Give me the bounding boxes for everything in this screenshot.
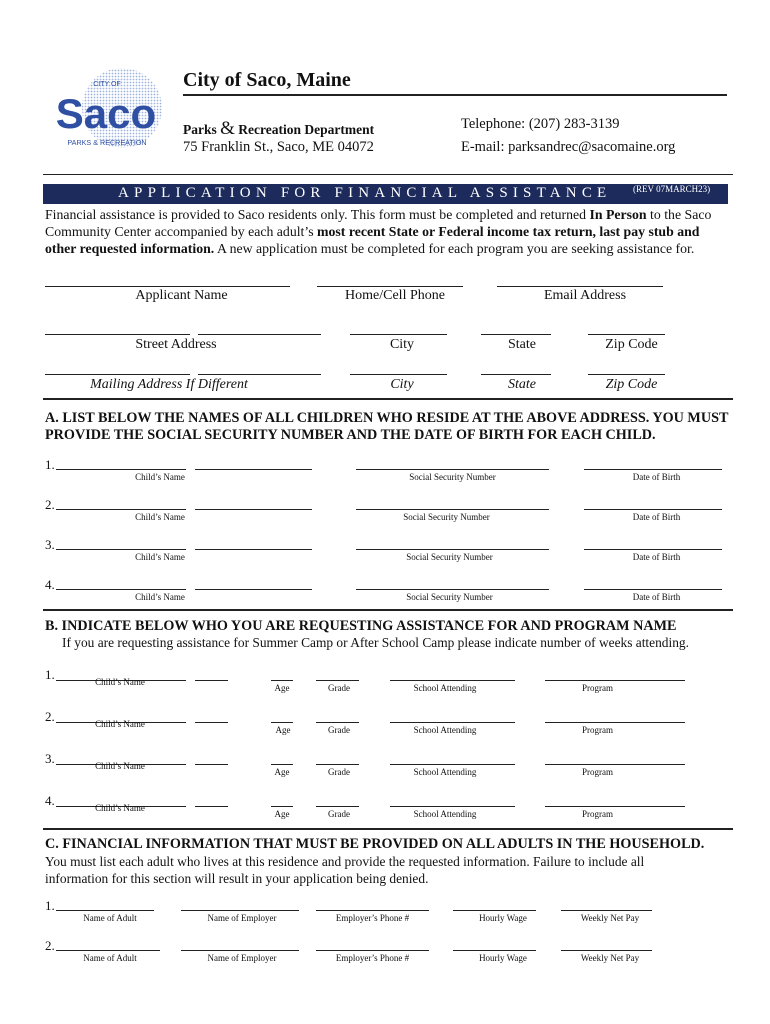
applicant-name-field[interactable] <box>45 286 290 287</box>
intro-bold2: most recent State or Federal income tax return, last pay stub and other requested information. <box>45 224 700 256</box>
section-a-divider <box>43 398 733 400</box>
state-field[interactable] <box>481 334 551 335</box>
age-label: Age <box>275 725 291 735</box>
row-number: 4. <box>45 577 55 592</box>
program-field[interactable] <box>545 722 685 723</box>
mailing-field-2[interactable] <box>198 374 321 375</box>
section-c-heading: C. FINANCIAL INFORMATION THAT MUST BE PROVIDED ON ALL ADULTS IN THE HOUSEHOLD. <box>45 836 705 852</box>
mailing-label: Mailing Address If Different <box>90 377 248 392</box>
zip-field[interactable] <box>588 334 665 335</box>
employer-phone-label: Employer’s Phone # <box>335 913 410 923</box>
ssn-field[interactable] <box>356 549 549 550</box>
street-field-2[interactable] <box>198 334 321 335</box>
program-label: Program <box>582 809 613 819</box>
ssn-label: Social Security Number <box>406 592 493 602</box>
child-name-field-2[interactable] <box>195 469 312 470</box>
dob-label: Date of Birth <box>632 472 681 482</box>
logo-top-text: CITY OF <box>93 81 121 88</box>
grade-field[interactable] <box>316 806 359 807</box>
wage-field[interactable] <box>453 950 536 951</box>
grade-label: Grade <box>328 683 350 693</box>
section-c-divider <box>43 828 733 830</box>
mailing-zip-label: Zip Code <box>605 377 658 392</box>
section-b-subtext: If you are requesting assistance for Summer Camp or After School Camp please indicate number of weeks attending. <box>62 635 689 650</box>
net-pay-field[interactable] <box>561 950 652 951</box>
email-field[interactable] <box>497 286 663 287</box>
employer-phone-field[interactable] <box>316 950 429 951</box>
age-field[interactable] <box>271 722 293 723</box>
net-pay-label: Weekly Net Pay <box>580 953 640 963</box>
applicant-name-label: Applicant Name <box>135 288 228 303</box>
row-number: 1. <box>45 457 55 472</box>
child-name-label: Child’s Name <box>95 677 145 687</box>
employer-phone-field[interactable] <box>316 910 429 911</box>
intro-text <box>45 206 725 257</box>
intro-part1: Financial assistance is provided to Saco residents only. This form must be completed and returned <box>45 207 590 222</box>
city-field[interactable] <box>350 334 447 335</box>
dob-field[interactable] <box>584 589 722 590</box>
grade-label: Grade <box>328 809 350 819</box>
mailing-city-field[interactable] <box>350 374 447 375</box>
form-title: APPLICATION FOR FINANCIAL ASSISTANCE <box>118 185 612 201</box>
ssn-field[interactable] <box>356 509 549 510</box>
age-label: Age <box>274 809 290 819</box>
department-address: 75 Franklin St., Saco, ME 04072 <box>183 139 374 155</box>
ssn-label: Social Security Number <box>409 472 496 482</box>
revision-label: (REV 07MARCH23) <box>633 184 711 194</box>
program-field[interactable] <box>545 806 685 807</box>
child-name-label: Child’s Name <box>135 472 185 482</box>
weeks-field[interactable] <box>195 806 228 807</box>
child-name-label: Child’s Name <box>95 761 145 771</box>
dob-label: Date of Birth <box>632 552 681 562</box>
dob-field[interactable] <box>584 509 722 510</box>
section-a-heading: A. LIST BELOW THE NAMES OF ALL CHILDREN WHO RESIDE AT THE ABOVE ADDRESS. YOU MUST PROVIDE THE SOCIAL SECURITY NUMBER AND THE DATE OF BIRTH FOR EACH CHILD. <box>45 410 729 443</box>
age-field[interactable] <box>271 764 293 765</box>
child-name-label: Child’s Name <box>135 552 185 562</box>
child-name-field[interactable] <box>56 589 186 590</box>
logo-text: Saco <box>55 90 157 137</box>
ssn-label: Social Security Number <box>406 552 493 562</box>
net-pay-field[interactable] <box>561 910 652 911</box>
row-number: 3. <box>45 537 55 552</box>
net-pay-label: Weekly Net Pay <box>580 913 640 923</box>
section-c-subtext: You must list each adult who lives at this residence and provide the requested information. Failure to include all information for this section will result in your application being denied. <box>45 854 645 886</box>
row-number: 1. <box>45 898 55 913</box>
mailing-field-1[interactable] <box>45 374 190 375</box>
school-label: School Attending <box>413 767 477 777</box>
row-number: 2. <box>45 709 55 724</box>
program-label: Program <box>582 683 613 693</box>
dept-name-part1: Parks <box>183 122 217 137</box>
wage-label: Hourly Wage <box>479 913 527 923</box>
child-name-field-2[interactable] <box>195 589 312 590</box>
email: E-mail: parksandrec@sacomaine.org <box>461 139 676 155</box>
grade-field[interactable] <box>316 722 359 723</box>
child-name-field[interactable] <box>56 469 186 470</box>
section-b-divider <box>43 609 733 611</box>
child-name-field[interactable] <box>56 549 186 550</box>
weeks-field[interactable] <box>195 680 228 681</box>
school-label: School Attending <box>413 809 477 819</box>
adult-name-field[interactable] <box>56 950 160 951</box>
school-field[interactable] <box>390 680 515 681</box>
child-name-field-2[interactable] <box>195 509 312 510</box>
phone-label: Home/Cell Phone <box>345 288 445 303</box>
city-label: City <box>389 337 415 352</box>
wage-label: Hourly Wage <box>479 953 527 963</box>
row-number: 1. <box>45 667 55 682</box>
saco-logo-graphic <box>48 66 166 156</box>
phone-field[interactable] <box>317 286 463 287</box>
dob-field[interactable] <box>584 469 722 470</box>
weeks-field[interactable] <box>195 722 228 723</box>
ssn-field[interactable] <box>356 469 549 470</box>
grade-field[interactable] <box>316 764 359 765</box>
employer-field[interactable] <box>181 950 299 951</box>
school-field[interactable] <box>390 764 515 765</box>
grade-field[interactable] <box>316 680 359 681</box>
mailing-state-label: State <box>508 377 536 392</box>
saco-logo <box>48 66 166 156</box>
adult-name-field[interactable] <box>56 910 154 911</box>
age-field[interactable] <box>271 680 293 681</box>
employer-label: Name of Employer <box>207 913 277 923</box>
grade-label: Grade <box>328 725 350 735</box>
street-field-1[interactable] <box>45 334 190 335</box>
ssn-label: Social Security Number <box>403 512 490 522</box>
department-name <box>183 118 374 140</box>
street-label: Street Address <box>135 337 217 352</box>
mailing-city-label: City <box>390 377 414 392</box>
grade-label: Grade <box>328 767 350 777</box>
logo-bottom-text: PARKS & RECREATION <box>67 138 147 147</box>
city-title: City of Saco, Maine <box>183 69 351 91</box>
row-number: 2. <box>45 938 55 953</box>
dob-label: Date of Birth <box>632 592 681 602</box>
intro-bold1: In Person <box>589 207 647 222</box>
age-label: Age <box>274 767 290 777</box>
weeks-field[interactable] <box>195 764 228 765</box>
wage-field[interactable] <box>453 910 536 911</box>
row-number: 2. <box>45 497 55 512</box>
state-label: State <box>508 337 536 352</box>
child-name-label: Child’s Name <box>95 719 145 729</box>
mailing-state-field[interactable] <box>481 374 551 375</box>
row-number: 4. <box>45 793 55 808</box>
form-title-banner <box>43 184 728 204</box>
child-name-label: Child’s Name <box>135 512 185 522</box>
employer-label: Name of Employer <box>207 953 277 963</box>
school-field[interactable] <box>390 722 515 723</box>
row-number: 3. <box>45 751 55 766</box>
title-divider <box>183 94 727 96</box>
program-label: Program <box>582 767 613 777</box>
program-field[interactable] <box>545 680 685 681</box>
email-label: Email Address <box>543 288 627 303</box>
dob-field[interactable] <box>584 549 722 550</box>
child-name-label: Child’s Name <box>95 803 145 813</box>
child-name-label: Child’s Name <box>135 592 185 602</box>
telephone: Telephone: (207) 283-3139 <box>461 116 620 132</box>
adult-name-label: Name of Adult <box>83 913 137 923</box>
child-name-field[interactable] <box>56 509 186 510</box>
intro-part3: A new application must be completed for each program you are seeking assistance for. <box>214 241 695 256</box>
dept-ampersand: & <box>220 118 235 139</box>
zip-label: Zip Code <box>605 337 658 352</box>
dob-label: Date of Birth <box>632 512 681 522</box>
mailing-zip-field[interactable] <box>588 374 665 375</box>
program-field[interactable] <box>545 764 685 765</box>
header-divider <box>43 174 733 175</box>
ssn-field[interactable] <box>356 589 549 590</box>
employer-field[interactable] <box>181 910 299 911</box>
program-label: Program <box>582 725 613 735</box>
age-label: Age <box>274 683 290 693</box>
school-label: School Attending <box>413 683 477 693</box>
dept-name-part2: Recreation Department <box>238 122 375 137</box>
intro-part2: to the Saco Community Center accompanied by each adult’s <box>45 207 712 239</box>
age-field[interactable] <box>271 806 293 807</box>
school-field[interactable] <box>390 806 515 807</box>
adult-name-label: Name of Adult <box>83 953 137 963</box>
section-b-heading: B. INDICATE BELOW WHO YOU ARE REQUESTING ASSISTANCE FOR AND PROGRAM NAME <box>45 618 677 634</box>
child-name-field-2[interactable] <box>195 549 312 550</box>
employer-phone-label: Employer’s Phone # <box>335 953 410 963</box>
school-label: School Attending <box>413 725 477 735</box>
